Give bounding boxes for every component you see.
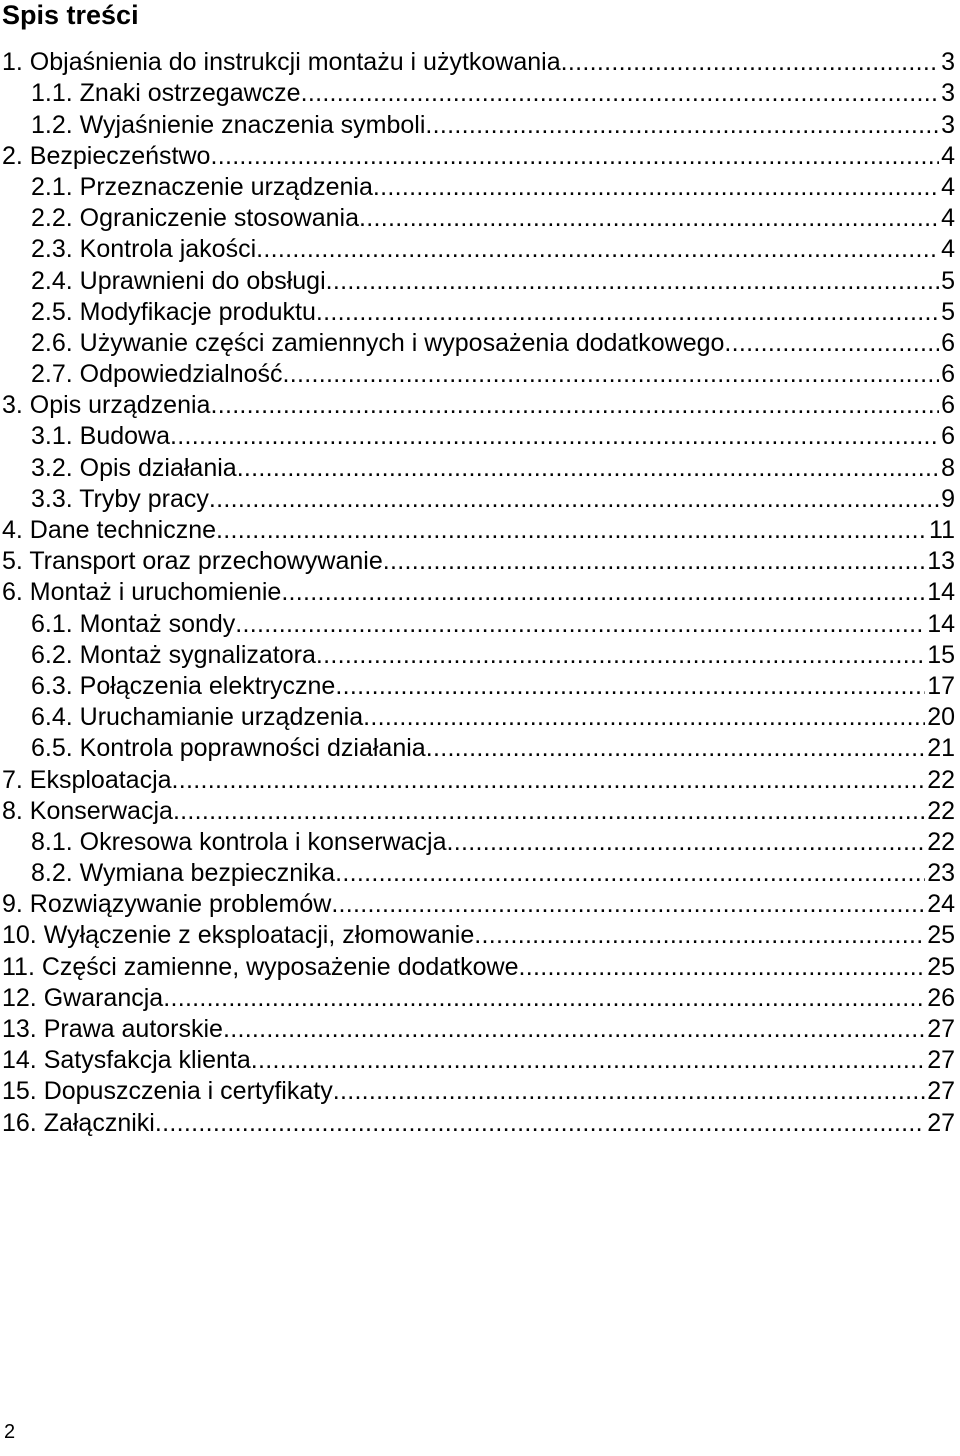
toc-dot-leader xyxy=(561,47,939,78)
toc-entry-page: 24 xyxy=(927,890,955,919)
toc-dot-leader xyxy=(210,390,939,421)
toc-entry[interactable] xyxy=(0,1014,955,1045)
toc-entry-label: 8.2. Wymiana bezpiecznika xyxy=(31,859,336,888)
toc-entry[interactable] xyxy=(0,172,955,203)
toc-dot-leader xyxy=(163,983,925,1014)
toc-dot-leader xyxy=(316,297,939,328)
toc-entry-label: 15. Dopuszczenia i certyfikaty xyxy=(2,1077,333,1106)
toc-entry[interactable] xyxy=(0,608,955,639)
toc-entry-page: 22 xyxy=(927,827,955,856)
toc-entry-page: 4 xyxy=(941,172,955,201)
toc-entry-page: 27 xyxy=(927,1108,955,1137)
toc-dot-leader xyxy=(335,858,925,889)
toc-entry-label: 3.2. Opis działania xyxy=(31,453,237,482)
toc-entry-label: 7. Eksploatacja xyxy=(2,765,172,794)
toc-entry[interactable] xyxy=(0,484,955,515)
toc-entry[interactable] xyxy=(0,421,955,452)
toc-entry-label: 5. Transport oraz przechowywanie xyxy=(2,547,383,576)
toc-entry-label: 1. Objaśnienia do instrukcji montażu i użytkowania xyxy=(2,48,561,77)
toc-entry-page: 5 xyxy=(941,297,955,326)
toc-dot-leader xyxy=(373,172,939,203)
toc-entry-label: 2.2. Ograniczenie stosowania xyxy=(31,204,359,233)
toc-entry-label: 13. Prawa autorskie xyxy=(2,1015,223,1043)
toc-entry-label: 2.4. Uprawnieni do obsługi xyxy=(31,266,326,295)
toc-entry-page: 27 xyxy=(927,1077,955,1106)
toc-dot-leader xyxy=(301,78,940,109)
toc-entry-label: 6.2. Montaż sygnalizatora xyxy=(31,640,316,669)
toc-entry[interactable] xyxy=(0,328,955,359)
toc-entry-label: 2.1. Przeznaczenie urządzenia xyxy=(31,172,373,201)
toc-entry[interactable] xyxy=(0,858,955,889)
table-of-contents xyxy=(0,47,955,1139)
toc-entry-label: 2. Bezpieczeństwo xyxy=(2,141,211,170)
toc-dot-leader xyxy=(209,484,939,515)
toc-entry-label: 4. Dane techniczne xyxy=(2,516,217,544)
toc-entry-page: 3 xyxy=(941,48,955,77)
toc-entry-page: 27 xyxy=(927,1015,955,1043)
toc-dot-leader xyxy=(316,640,925,671)
toc-entry-label: 11. Części zamienne, wyposażenie dodatkowe xyxy=(2,952,519,981)
toc-entry[interactable] xyxy=(0,671,955,702)
toc-dot-leader xyxy=(333,1076,925,1107)
toc-dot-leader xyxy=(172,765,926,796)
toc-dot-leader xyxy=(426,733,925,764)
toc-entry[interactable] xyxy=(0,1076,955,1107)
toc-entry-page: 8 xyxy=(941,453,955,482)
toc-entry[interactable] xyxy=(0,577,955,608)
toc-dot-leader xyxy=(281,577,925,608)
toc-entry[interactable] xyxy=(0,951,955,982)
toc-entry-label: 6. Montaż i uruchomienie xyxy=(2,578,282,607)
toc-entry-page: 6 xyxy=(941,328,955,357)
toc-entry[interactable] xyxy=(0,78,955,109)
toc-entry-page: 22 xyxy=(927,796,955,825)
toc-entry-label: 2.6. Używanie części zamiennych i wyposażenia dodatkowego xyxy=(31,328,725,357)
toc-dot-leader xyxy=(223,1014,925,1045)
toc-dot-leader xyxy=(170,421,939,452)
toc-entry-page: 26 xyxy=(927,983,955,1012)
toc-entry[interactable] xyxy=(0,265,955,296)
toc-entry-page: 15 xyxy=(927,640,955,669)
toc-entry[interactable] xyxy=(0,297,955,328)
toc-entry[interactable] xyxy=(0,1107,955,1138)
toc-dot-leader xyxy=(335,671,925,702)
toc-entry[interactable] xyxy=(0,827,955,858)
toc-entry-page: 6 xyxy=(941,391,955,420)
toc-entry[interactable] xyxy=(0,640,955,671)
toc-entry[interactable] xyxy=(0,203,955,234)
toc-dot-leader xyxy=(237,453,939,484)
toc-dot-leader xyxy=(446,827,925,858)
toc-entry-page: 17 xyxy=(927,671,955,700)
toc-entry-page: 13 xyxy=(927,547,955,576)
toc-entry[interactable] xyxy=(0,359,955,390)
toc-entry[interactable] xyxy=(0,141,955,172)
toc-entry[interactable] xyxy=(0,109,955,140)
toc-entry-label: 6.5. Kontrola poprawności działania xyxy=(31,734,426,763)
toc-dot-leader xyxy=(383,546,925,577)
toc-entry-page: 14 xyxy=(927,609,955,638)
toc-dot-leader xyxy=(474,920,925,951)
page-number: 2 xyxy=(4,1421,16,1443)
toc-entry-page: 3 xyxy=(941,79,955,108)
toc-entry[interactable] xyxy=(0,390,955,421)
toc-entry[interactable] xyxy=(0,702,955,733)
toc-dot-leader xyxy=(326,266,939,297)
toc-entry-label: 12. Gwarancja xyxy=(2,983,164,1012)
toc-entry-page: 20 xyxy=(927,703,955,732)
toc-entry[interactable] xyxy=(0,452,955,483)
toc-entry[interactable] xyxy=(0,546,955,577)
toc-entry-page: 6 xyxy=(941,360,955,389)
toc-entry[interactable] xyxy=(0,796,955,827)
toc-dot-leader xyxy=(519,952,926,983)
toc-dot-leader xyxy=(283,359,940,390)
toc-entry-page: 27 xyxy=(927,1046,955,1075)
toc-entry[interactable] xyxy=(0,47,955,78)
toc-entry-label: 2.3. Kontrola jakości xyxy=(31,235,257,264)
toc-entry-label: 3. Opis urządzenia xyxy=(2,391,211,420)
toc-entry-label: 8.1. Okresowa kontrola i konserwacja xyxy=(31,827,447,856)
toc-entry-page: 5 xyxy=(941,266,955,295)
toc-entry-page: 14 xyxy=(927,578,955,607)
toc-entry-label: 10. Wyłączenie z eksploatacji, złomowanie xyxy=(2,921,475,950)
toc-dot-leader xyxy=(359,203,939,234)
toc-entry-label: 8. Konserwacja xyxy=(2,796,173,825)
toc-entry-label: 6.1. Montaż sondy xyxy=(31,609,236,638)
toc-entry-label: 2.5. Modyfikacje produktu xyxy=(31,297,316,326)
toc-dot-leader xyxy=(724,328,939,359)
toc-entry-label: 1.2. Wyjaśnienie znaczenia symboli xyxy=(31,110,426,139)
toc-dot-leader xyxy=(256,234,939,265)
toc-entry-page: 4 xyxy=(941,141,955,170)
toc-entry[interactable] xyxy=(0,733,955,764)
toc-entry-page: 4 xyxy=(941,204,955,233)
toc-entry-page: 25 xyxy=(927,921,955,950)
toc-entry[interactable] xyxy=(0,983,955,1014)
toc-entry[interactable] xyxy=(0,1045,955,1076)
toc-entry-page: 4 xyxy=(941,235,955,264)
toc-dot-leader xyxy=(216,515,927,546)
toc-entry[interactable] xyxy=(0,234,955,265)
toc-dot-leader xyxy=(235,609,925,640)
toc-entry-label: 6.4. Uruchamianie urządzenia xyxy=(31,703,364,732)
toc-entry[interactable] xyxy=(0,515,955,546)
toc-dot-leader xyxy=(251,1045,925,1076)
toc-entry-label: 2.7. Odpowiedzialność xyxy=(31,360,283,389)
toc-entry-label: 1.1. Znaki ostrzegawcze xyxy=(31,79,301,108)
toc-entry-page: 25 xyxy=(927,952,955,981)
toc-entry-page: 21 xyxy=(927,734,955,763)
toc-entry-page: 11 xyxy=(929,516,955,544)
toc-entry[interactable] xyxy=(0,920,955,951)
toc-entry[interactable] xyxy=(0,764,955,795)
toc-entry-page: 22 xyxy=(927,765,955,794)
toc-dot-leader xyxy=(425,110,939,141)
toc-dot-leader xyxy=(155,1108,925,1139)
toc-entry-page: 3 xyxy=(941,110,955,139)
toc-entry-page: 9 xyxy=(941,484,955,513)
toc-dot-leader xyxy=(173,796,925,827)
toc-entry-label: 14. Satysfakcja klienta xyxy=(2,1046,251,1075)
page-title: Spis treści xyxy=(2,0,139,30)
toc-entry[interactable] xyxy=(0,889,955,920)
toc-entry-label: 16. Załączniki xyxy=(2,1108,155,1137)
toc-entry-label: 9. Rozwiązywanie problemów xyxy=(2,890,332,919)
toc-entry-label: 6.3. Połączenia elektryczne xyxy=(31,671,336,700)
toc-entry-label: 3.1. Budowa xyxy=(31,422,170,451)
toc-entry-label: 3.3. Tryby pracy xyxy=(31,484,209,513)
toc-entry-page: 6 xyxy=(941,422,955,451)
toc-entry-page: 23 xyxy=(927,859,955,888)
toc-dot-leader xyxy=(210,141,939,172)
toc-dot-leader xyxy=(331,889,925,920)
toc-dot-leader xyxy=(363,702,925,733)
